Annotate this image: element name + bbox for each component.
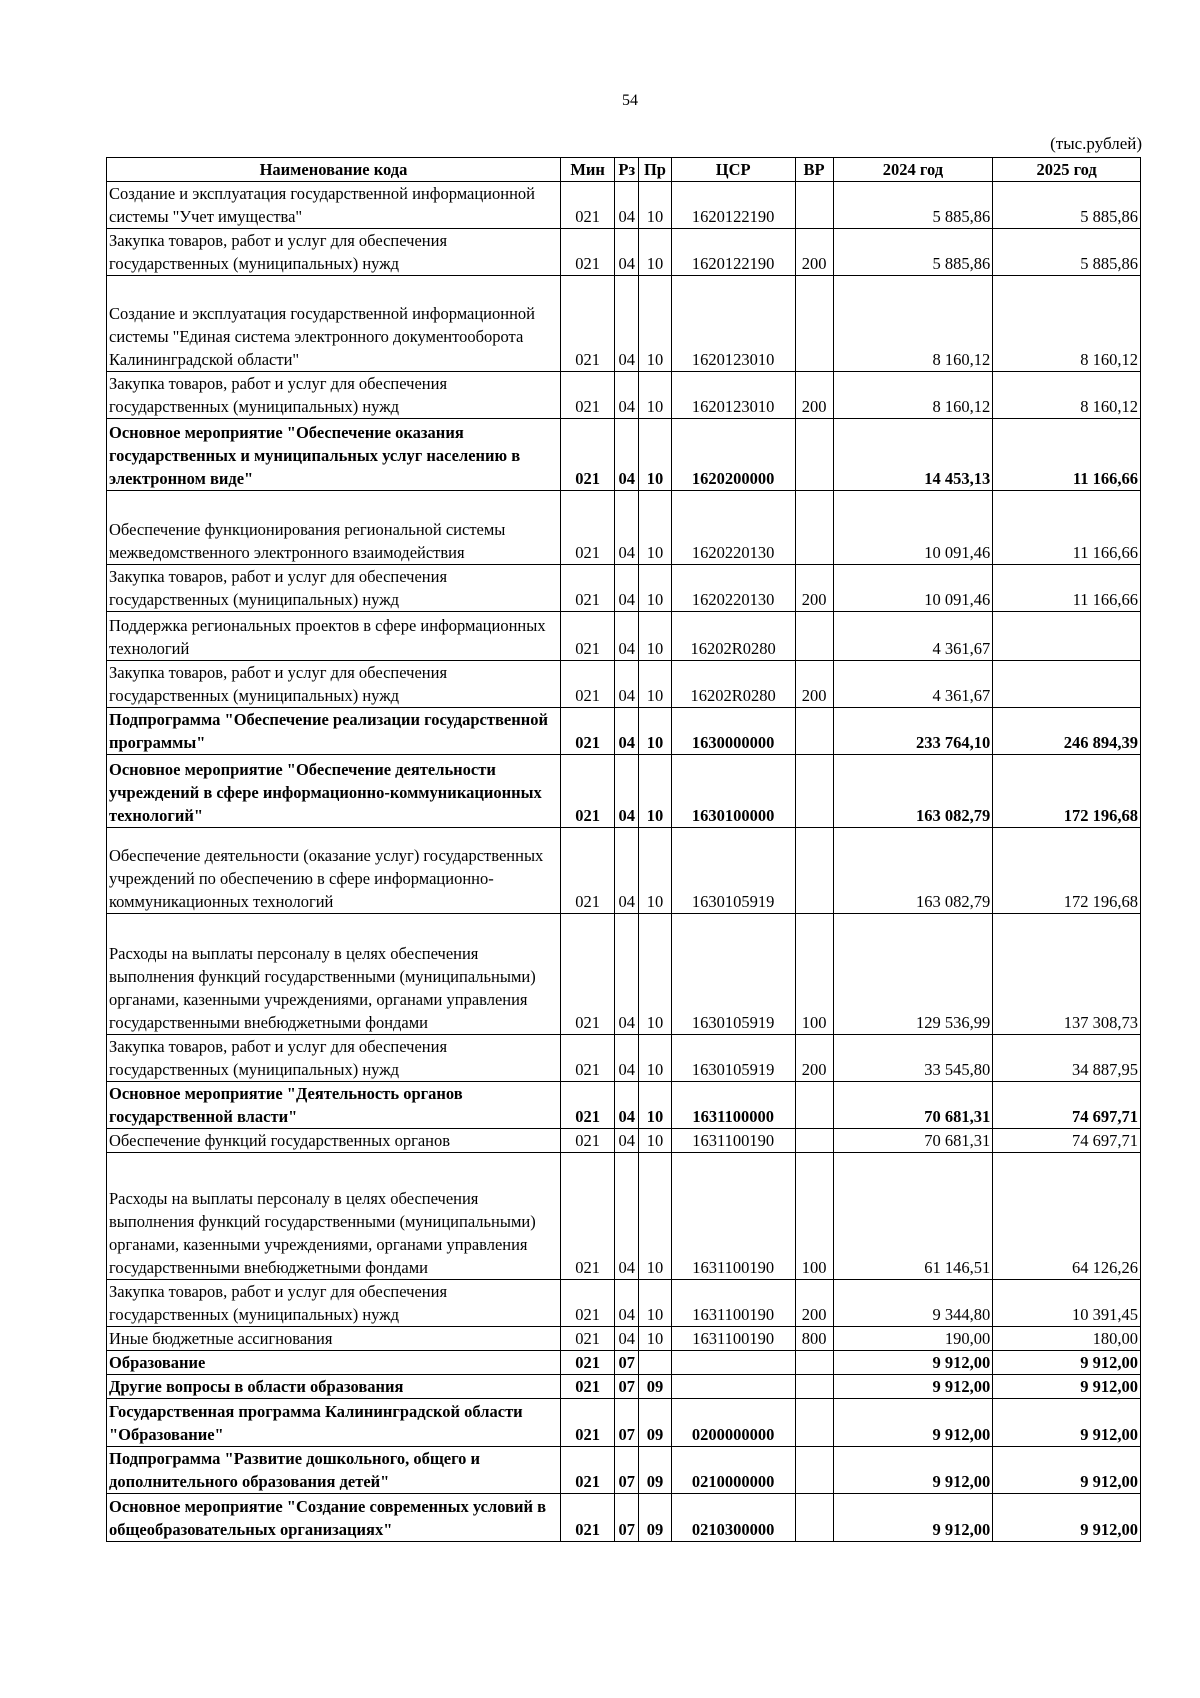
row-csr: 1630000000 bbox=[671, 708, 795, 755]
row-pr: 09 bbox=[639, 1494, 672, 1542]
row-2024: 4 361,67 bbox=[833, 612, 993, 661]
row-2024: 9 912,00 bbox=[833, 1399, 993, 1447]
row-name: Закупка товаров, работ и услуг для обеспечения государственных (муниципальных) нужд bbox=[107, 1035, 561, 1082]
row-csr: 1631100190 bbox=[671, 1153, 795, 1280]
row-pr bbox=[639, 1351, 672, 1375]
budget-table bbox=[106, 157, 1141, 1542]
row-vr bbox=[795, 491, 833, 565]
row-2025: 9 912,00 bbox=[993, 1375, 1141, 1399]
row-2024: 9 344,80 bbox=[833, 1280, 993, 1327]
table-row bbox=[107, 182, 1141, 229]
row-2024: 14 453,13 bbox=[833, 419, 993, 491]
row-2025: 246 894,39 bbox=[993, 708, 1141, 755]
row-2024: 190,00 bbox=[833, 1327, 993, 1351]
row-2024: 9 912,00 bbox=[833, 1351, 993, 1375]
row-csr: 1620123010 bbox=[671, 372, 795, 419]
row-rz: 04 bbox=[615, 1327, 639, 1351]
row-vr bbox=[795, 1399, 833, 1447]
row-2025: 137 308,73 bbox=[993, 914, 1141, 1035]
row-pr: 09 bbox=[639, 1375, 672, 1399]
row-rz: 04 bbox=[615, 708, 639, 755]
row-csr: 16202R0280 bbox=[671, 612, 795, 661]
row-pr: 10 bbox=[639, 828, 672, 914]
row-2025: 74 697,71 bbox=[993, 1082, 1141, 1129]
row-2025 bbox=[993, 661, 1141, 708]
row-name: Иные бюджетные ассигнования bbox=[107, 1327, 561, 1351]
row-pr: 10 bbox=[639, 1035, 672, 1082]
table-row bbox=[107, 1327, 1141, 1351]
row-rz: 04 bbox=[615, 182, 639, 229]
row-csr: 1630100000 bbox=[671, 755, 795, 828]
row-vr bbox=[795, 1129, 833, 1153]
row-rz: 04 bbox=[615, 276, 639, 372]
row-name: Государственная программа Калининградской области "Образование" bbox=[107, 1399, 561, 1447]
row-2025: 10 391,45 bbox=[993, 1280, 1141, 1327]
row-csr bbox=[671, 1351, 795, 1375]
row-name: Подпрограмма "Обеспечение реализации государственной программы" bbox=[107, 708, 561, 755]
row-vr: 200 bbox=[795, 372, 833, 419]
row-name: Закупка товаров, работ и услуг для обеспечения государственных (муниципальных) нужд bbox=[107, 1280, 561, 1327]
row-rz: 04 bbox=[615, 1129, 639, 1153]
table-row bbox=[107, 1375, 1141, 1399]
row-2024: 10 091,46 bbox=[833, 565, 993, 612]
row-vr bbox=[795, 182, 833, 229]
row-min: 021 bbox=[561, 708, 615, 755]
row-rz: 07 bbox=[615, 1351, 639, 1375]
row-min: 021 bbox=[561, 612, 615, 661]
row-min: 021 bbox=[561, 1129, 615, 1153]
table-row bbox=[107, 565, 1141, 612]
row-name: Закупка товаров, работ и услуг для обеспечения государственных (муниципальных) нужд bbox=[107, 372, 561, 419]
row-pr: 10 bbox=[639, 661, 672, 708]
row-rz: 04 bbox=[615, 372, 639, 419]
row-csr: 0200000000 bbox=[671, 1399, 795, 1447]
row-rz: 04 bbox=[615, 612, 639, 661]
row-rz: 04 bbox=[615, 1035, 639, 1082]
table-row bbox=[107, 1082, 1141, 1129]
row-csr: 1631100190 bbox=[671, 1129, 795, 1153]
table-row bbox=[107, 1494, 1141, 1542]
row-min: 021 bbox=[561, 1375, 615, 1399]
row-vr bbox=[795, 708, 833, 755]
row-vr: 200 bbox=[795, 565, 833, 612]
table-row bbox=[107, 419, 1141, 491]
row-min: 021 bbox=[561, 1447, 615, 1494]
row-2024: 9 912,00 bbox=[833, 1447, 993, 1494]
row-2025: 5 885,86 bbox=[993, 229, 1141, 276]
row-2025: 9 912,00 bbox=[993, 1399, 1141, 1447]
row-min: 021 bbox=[561, 661, 615, 708]
row-2024: 4 361,67 bbox=[833, 661, 993, 708]
row-name: Закупка товаров, работ и услуг для обеспечения государственных (муниципальных) нужд bbox=[107, 229, 561, 276]
table-row bbox=[107, 612, 1141, 661]
row-2025: 9 912,00 bbox=[993, 1447, 1141, 1494]
header-2025: 2025 год bbox=[993, 158, 1141, 182]
row-2024: 70 681,31 bbox=[833, 1082, 993, 1129]
row-pr: 10 bbox=[639, 1327, 672, 1351]
row-name: Создание и эксплуатация государственной информационной системы "Учет имущества" bbox=[107, 182, 561, 229]
header-2024: 2024 год bbox=[833, 158, 993, 182]
row-csr: 0210300000 bbox=[671, 1494, 795, 1542]
row-min: 021 bbox=[561, 372, 615, 419]
row-rz: 07 bbox=[615, 1447, 639, 1494]
row-min: 021 bbox=[561, 276, 615, 372]
row-vr bbox=[795, 1447, 833, 1494]
row-min: 021 bbox=[561, 419, 615, 491]
table-row bbox=[107, 1153, 1141, 1280]
row-pr: 10 bbox=[639, 182, 672, 229]
row-2024: 8 160,12 bbox=[833, 372, 993, 419]
row-name: Образование bbox=[107, 1351, 561, 1375]
row-name: Обеспечение функций государственных органов bbox=[107, 1129, 561, 1153]
row-pr: 10 bbox=[639, 276, 672, 372]
row-name: Расходы на выплаты персоналу в целях обеспечения выполнения функций государственными (муниципальными) органами, казенными учреждениями, органами управления государственными внебюджетными фондами bbox=[107, 914, 561, 1035]
table-row bbox=[107, 828, 1141, 914]
row-csr: 16202R0280 bbox=[671, 661, 795, 708]
table-row bbox=[107, 1399, 1141, 1447]
table-row bbox=[107, 708, 1141, 755]
row-vr: 100 bbox=[795, 914, 833, 1035]
row-name: Закупка товаров, работ и услуг для обеспечения государственных (муниципальных) нужд bbox=[107, 565, 561, 612]
row-name: Расходы на выплаты персоналу в целях обеспечения выполнения функций государственными (муниципальными) органами, казенными учреждениями, органами управления государственными внебюджетными фондами bbox=[107, 1153, 561, 1280]
row-name: Основное мероприятие "Обеспечение деятельности учреждений в сфере информационно-коммуникационных технологий" bbox=[107, 755, 561, 828]
row-vr bbox=[795, 755, 833, 828]
row-2025: 11 166,66 bbox=[993, 419, 1141, 491]
page-number: 54 bbox=[622, 92, 638, 109]
row-rz: 04 bbox=[615, 419, 639, 491]
row-name: Основное мероприятие "Обеспечение оказания государственных и муниципальных услуг населению в электронном виде" bbox=[107, 419, 561, 491]
row-2025: 172 196,68 bbox=[993, 755, 1141, 828]
row-vr: 200 bbox=[795, 1035, 833, 1082]
row-name: Основное мероприятие "Деятельность органов государственной власти" bbox=[107, 1082, 561, 1129]
row-2024: 33 545,80 bbox=[833, 1035, 993, 1082]
row-csr: 1630105919 bbox=[671, 828, 795, 914]
row-2025: 8 160,12 bbox=[993, 276, 1141, 372]
row-rz: 04 bbox=[615, 1082, 639, 1129]
row-name: Закупка товаров, работ и услуг для обеспечения государственных (муниципальных) нужд bbox=[107, 661, 561, 708]
row-vr bbox=[795, 276, 833, 372]
row-pr: 10 bbox=[639, 491, 672, 565]
row-min: 021 bbox=[561, 1280, 615, 1327]
row-name: Подпрограмма "Развитие дошкольного, общего и дополнительного образования детей" bbox=[107, 1447, 561, 1494]
row-name: Обеспечение деятельности (оказание услуг) государственных учреждений по обеспечению в сфере информационно-коммуникационных технологий bbox=[107, 828, 561, 914]
row-min: 021 bbox=[561, 914, 615, 1035]
row-vr: 200 bbox=[795, 661, 833, 708]
row-csr: 0210000000 bbox=[671, 1447, 795, 1494]
row-2024: 5 885,86 bbox=[833, 182, 993, 229]
row-pr: 10 bbox=[639, 419, 672, 491]
row-name: Создание и эксплуатация государственной информационной системы "Единая система электронного документооборота Калининградской области" bbox=[107, 276, 561, 372]
row-rz: 04 bbox=[615, 914, 639, 1035]
row-csr: 1631100000 bbox=[671, 1082, 795, 1129]
row-2024: 163 082,79 bbox=[833, 755, 993, 828]
row-pr: 10 bbox=[639, 229, 672, 276]
row-rz: 07 bbox=[615, 1494, 639, 1542]
row-vr: 800 bbox=[795, 1327, 833, 1351]
row-name: Обеспечение функционирования региональной системы межведомственного электронного взаимодействия bbox=[107, 491, 561, 565]
row-rz: 04 bbox=[615, 755, 639, 828]
row-2025: 11 166,66 bbox=[993, 565, 1141, 612]
row-2024: 61 146,51 bbox=[833, 1153, 993, 1280]
row-min: 021 bbox=[561, 1035, 615, 1082]
row-2024: 10 091,46 bbox=[833, 491, 993, 565]
row-min: 021 bbox=[561, 1327, 615, 1351]
row-2025: 172 196,68 bbox=[993, 828, 1141, 914]
row-rz: 04 bbox=[615, 565, 639, 612]
row-name: Поддержка региональных проектов в сфере информационных технологий bbox=[107, 612, 561, 661]
row-min: 021 bbox=[561, 1351, 615, 1375]
table-row bbox=[107, 1129, 1141, 1153]
table-row bbox=[107, 372, 1141, 419]
row-csr: 1631100190 bbox=[671, 1280, 795, 1327]
row-vr: 200 bbox=[795, 1280, 833, 1327]
row-2025: 5 885,86 bbox=[993, 182, 1141, 229]
table-row bbox=[107, 914, 1141, 1035]
row-min: 021 bbox=[561, 755, 615, 828]
header-name: Наименование кода bbox=[107, 158, 561, 182]
row-pr: 10 bbox=[639, 1129, 672, 1153]
row-csr: 1620122190 bbox=[671, 182, 795, 229]
row-pr: 10 bbox=[639, 372, 672, 419]
row-min: 021 bbox=[561, 565, 615, 612]
row-pr: 10 bbox=[639, 1153, 672, 1280]
row-min: 021 bbox=[561, 1153, 615, 1280]
row-rz: 04 bbox=[615, 661, 639, 708]
row-csr bbox=[671, 1375, 795, 1399]
row-2024: 70 681,31 bbox=[833, 1129, 993, 1153]
row-rz: 04 bbox=[615, 491, 639, 565]
row-vr bbox=[795, 1375, 833, 1399]
table-row bbox=[107, 1280, 1141, 1327]
row-rz: 07 bbox=[615, 1375, 639, 1399]
table-row bbox=[107, 1035, 1141, 1082]
row-vr: 100 bbox=[795, 1153, 833, 1280]
header-min: Мин bbox=[561, 158, 615, 182]
row-csr: 1620123010 bbox=[671, 276, 795, 372]
row-2024: 8 160,12 bbox=[833, 276, 993, 372]
header-rz: Рз bbox=[615, 158, 639, 182]
row-min: 021 bbox=[561, 1399, 615, 1447]
row-pr: 09 bbox=[639, 1399, 672, 1447]
row-min: 021 bbox=[561, 828, 615, 914]
row-pr: 10 bbox=[639, 565, 672, 612]
row-pr: 10 bbox=[639, 612, 672, 661]
header-pr: Пр bbox=[639, 158, 672, 182]
units-label: (тыс.рублей) bbox=[1050, 134, 1142, 153]
header-vr: ВР bbox=[795, 158, 833, 182]
row-min: 021 bbox=[561, 491, 615, 565]
row-2024: 129 536,99 bbox=[833, 914, 993, 1035]
row-2025: 180,00 bbox=[993, 1327, 1141, 1351]
row-rz: 04 bbox=[615, 1280, 639, 1327]
row-2025: 9 912,00 bbox=[993, 1494, 1141, 1542]
row-vr: 200 bbox=[795, 229, 833, 276]
row-pr: 10 bbox=[639, 708, 672, 755]
row-2024: 5 885,86 bbox=[833, 229, 993, 276]
row-pr: 10 bbox=[639, 1082, 672, 1129]
row-pr: 09 bbox=[639, 1447, 672, 1494]
row-csr: 1620220130 bbox=[671, 491, 795, 565]
row-2025: 8 160,12 bbox=[993, 372, 1141, 419]
row-vr bbox=[795, 1082, 833, 1129]
table-row bbox=[107, 1447, 1141, 1494]
row-2025 bbox=[993, 612, 1141, 661]
row-2024: 233 764,10 bbox=[833, 708, 993, 755]
row-name: Другие вопросы в области образования bbox=[107, 1375, 561, 1399]
row-csr: 1631100190 bbox=[671, 1327, 795, 1351]
row-2024: 9 912,00 bbox=[833, 1494, 993, 1542]
table-row bbox=[107, 276, 1141, 372]
header-csr: ЦСР bbox=[671, 158, 795, 182]
row-csr: 1630105919 bbox=[671, 914, 795, 1035]
table-row bbox=[107, 229, 1141, 276]
table-header-row bbox=[107, 158, 1141, 182]
row-pr: 10 bbox=[639, 755, 672, 828]
row-vr bbox=[795, 419, 833, 491]
row-rz: 04 bbox=[615, 1153, 639, 1280]
row-pr: 10 bbox=[639, 914, 672, 1035]
row-rz: 04 bbox=[615, 828, 639, 914]
table-row bbox=[107, 661, 1141, 708]
row-csr: 1620220130 bbox=[671, 565, 795, 612]
row-vr bbox=[795, 612, 833, 661]
row-vr bbox=[795, 828, 833, 914]
row-csr: 1620200000 bbox=[671, 419, 795, 491]
row-2024: 163 082,79 bbox=[833, 828, 993, 914]
row-2024: 9 912,00 bbox=[833, 1375, 993, 1399]
row-2025: 64 126,26 bbox=[993, 1153, 1141, 1280]
row-vr bbox=[795, 1494, 833, 1542]
row-vr bbox=[795, 1351, 833, 1375]
row-rz: 04 bbox=[615, 229, 639, 276]
row-rz: 07 bbox=[615, 1399, 639, 1447]
table-row bbox=[107, 1351, 1141, 1375]
table-row bbox=[107, 755, 1141, 828]
row-min: 021 bbox=[561, 1494, 615, 1542]
row-min: 021 bbox=[561, 1082, 615, 1129]
row-csr: 1630105919 bbox=[671, 1035, 795, 1082]
row-2025: 9 912,00 bbox=[993, 1351, 1141, 1375]
row-2025: 34 887,95 bbox=[993, 1035, 1141, 1082]
table-row bbox=[107, 491, 1141, 565]
row-2025: 74 697,71 bbox=[993, 1129, 1141, 1153]
row-min: 021 bbox=[561, 229, 615, 276]
row-pr: 10 bbox=[639, 1280, 672, 1327]
row-min: 021 bbox=[561, 182, 615, 229]
row-2025: 11 166,66 bbox=[993, 491, 1141, 565]
row-name: Основное мероприятие "Создание современных условий в общеобразовательных организациях" bbox=[107, 1494, 561, 1542]
row-csr: 1620122190 bbox=[671, 229, 795, 276]
